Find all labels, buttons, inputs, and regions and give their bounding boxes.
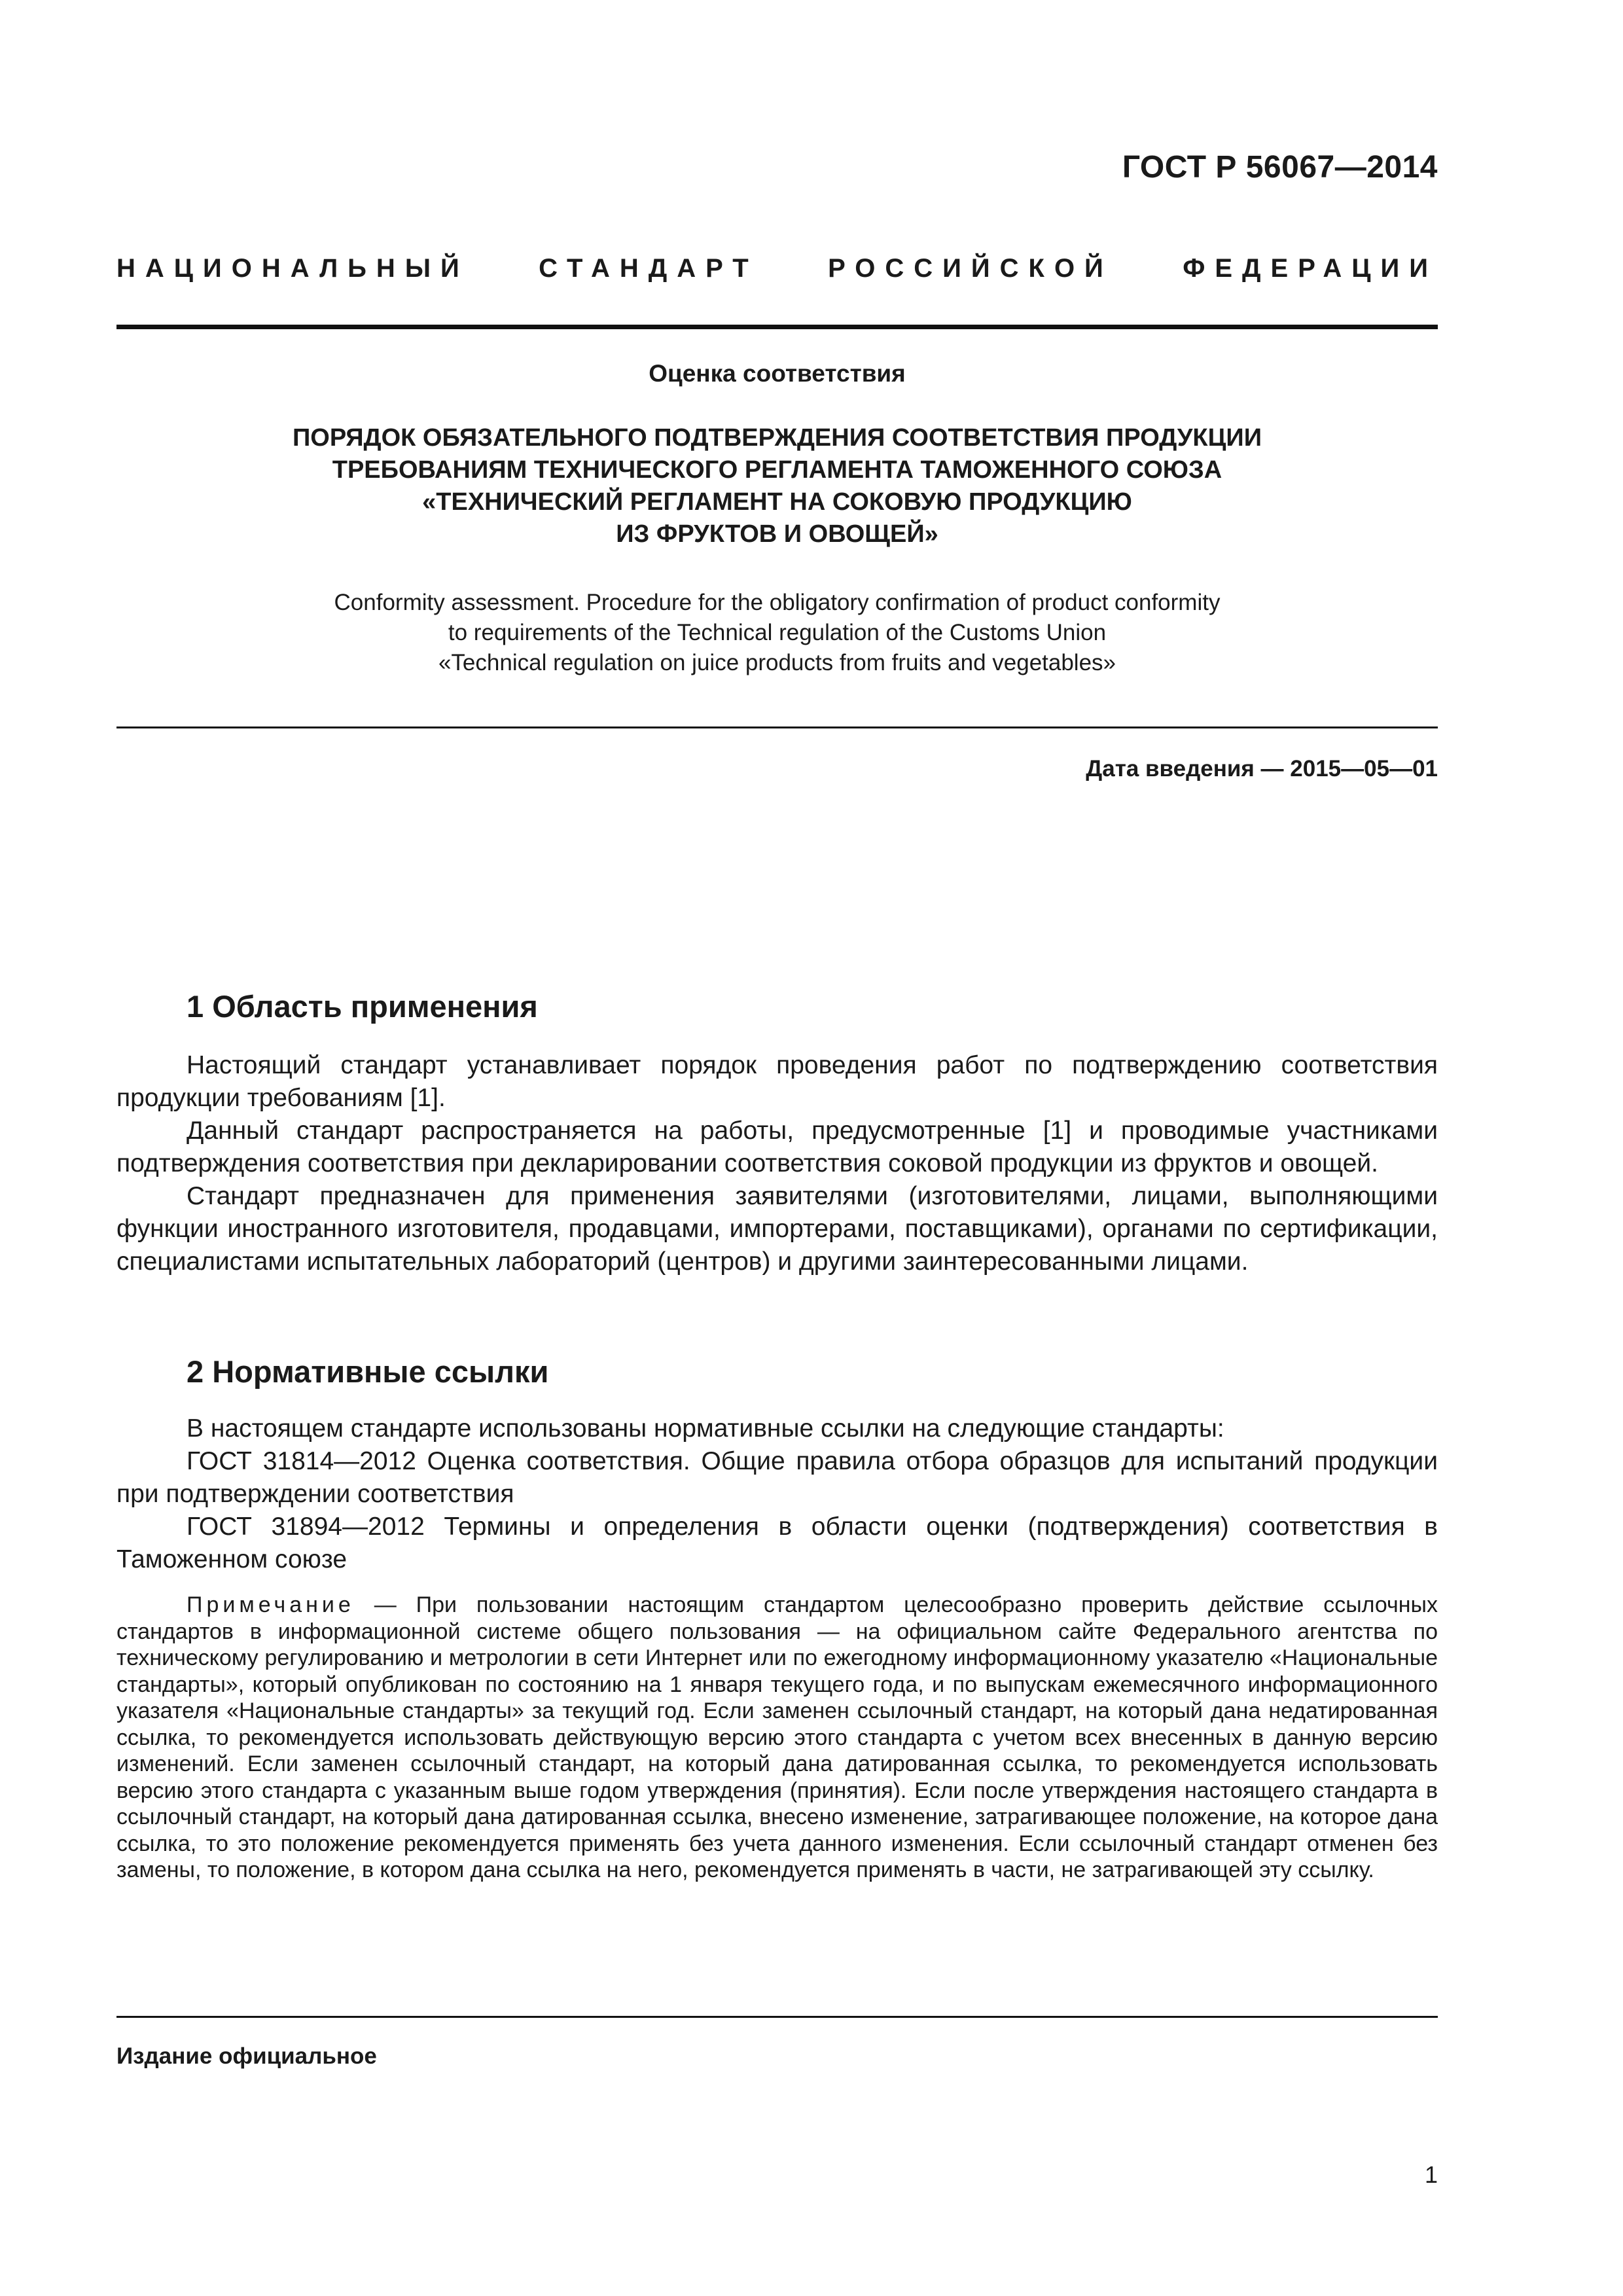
note-label: Примечание (187, 1592, 355, 1617)
footer-divider (116, 2016, 1438, 2018)
paragraph: В настоящем стандарте использованы нормативные ссылки на следующие стандарты: (187, 1414, 1224, 1443)
title-en-line: «Technical regulation on juice products from fruits and vegetables» (438, 650, 1116, 675)
document-title-ru (116, 422, 1438, 550)
paragraph: Настоящий стандарт устанавливает порядок проведения работ по подтверждению соответствия продукции требованиям [1]. (116, 1051, 1438, 1112)
title-divider (116, 726, 1438, 728)
note-text: — При пользовании настоящим стандартом целесообразно проверить действие ссылочных стандартов в информационной системе общего пользования — на официальном сайте Федерального агентства по техническому регулированию и метрологии в сети Интернет или по ежегодному информационному указателю «Национальные стандарты», который опубликован по состоянию на 1 января текущего года, и по выпускам ежемесячного информационного указателя «Национальные стандарты» за текущий год. Если заменен ссылочный стандарт, на который дана недатированная ссылка, то рекомендуется использовать действующую версию этого стандарта с учетом всех внесенных в данную версию изменений. Если заменен ссылочный стандарт, на который дана датированная ссылка, то рекомендуется использовать версию этого стандарта с указанным выше годом утверждения (принятия). Если после утверждения настоящего стандарта в ссылочный стандарт, на который дана датированная ссылка, внесено изменение, затрагивающее положение, на которое дана ссылка, то это положение рекомендуется применять без учета данного изменения. Если ссылочный стандарт отменен без замены, то положение, в котором дана ссылка на него, рекомендуется применять в части, не затрагивающей эту ссылку. (116, 1592, 1438, 1882)
title-ru-line: ПОРЯДОК ОБЯЗАТЕЛЬНОГО ПОДТВЕРЖДЕНИЯ СООТВЕТСТВИЯ ПРОДУКЦИИ (292, 424, 1262, 452)
introduction-date: Дата введения — 2015—05—01 (1086, 756, 1438, 781)
section-2-heading: 2 Нормативные ссылки (187, 1354, 549, 1389)
national-standard-banner: НАЦИОНАЛЬНЫЙ СТАНДАРТ РОССИЙСКОЙ ФЕДЕРАЦИИ (116, 254, 1438, 283)
header-divider (116, 325, 1438, 329)
title-ru-line: ТРЕБОВАНИЯМ ТЕХНИЧЕСКОГО РЕГЛАМЕНТА ТАМОЖЕННОГО СОЮЗА (332, 456, 1222, 484)
subtitle-ru: Оценка соответствия (649, 360, 906, 387)
title-en-line: Conformity assessment. Procedure for the obligatory confirmation of product conformity (334, 590, 1221, 615)
document-title-en (116, 588, 1438, 678)
section-1-body (116, 1049, 1438, 1278)
paragraph: Стандарт предназначен для применения заявителями (изготовителями, лицами, выполняющими функции иностранного изготовителя, продавцами, импортерами, поставщиками), органами по сертификации, специалистами испытательных лабораторий (центров) и другими заинтересованными лицами. (116, 1182, 1438, 1276)
section-1-heading: 1 Область применения (187, 989, 538, 1024)
reference-item: ГОСТ 31814—2012 Оценка соответствия. Общие правила отбора образцов для испытаний продукции при подтверждении соответствия (116, 1447, 1438, 1508)
reference-item: ГОСТ 31894—2012 Термины и определения в области оценки (подтверждения) соответствия в Таможенном союзе (116, 1513, 1438, 1573)
standard-designation: ГОСТ Р 56067—2014 (1122, 150, 1438, 185)
paragraph: Данный стандарт распространяется на работы, предусмотренные [1] и проводимые участниками подтверждения соответствия при декларировании соответствия соковой продукции из фруктов и овощей. (116, 1117, 1438, 1177)
title-ru-line: ИЗ ФРУКТОВ И ОВОЩЕЙ» (616, 520, 938, 548)
title-ru-line: «ТЕХНИЧЕСКИЙ РЕГЛАМЕНТ НА СОКОВУЮ ПРОДУКЦИЮ (422, 488, 1132, 516)
note-block (116, 1592, 1438, 1884)
title-en-line: to requirements of the Technical regulation of the Customs Union (448, 620, 1107, 645)
page-number: 1 (1424, 2161, 1438, 2188)
section-2-body (116, 1412, 1438, 1576)
edition-label: Издание официальное (116, 2043, 377, 2069)
